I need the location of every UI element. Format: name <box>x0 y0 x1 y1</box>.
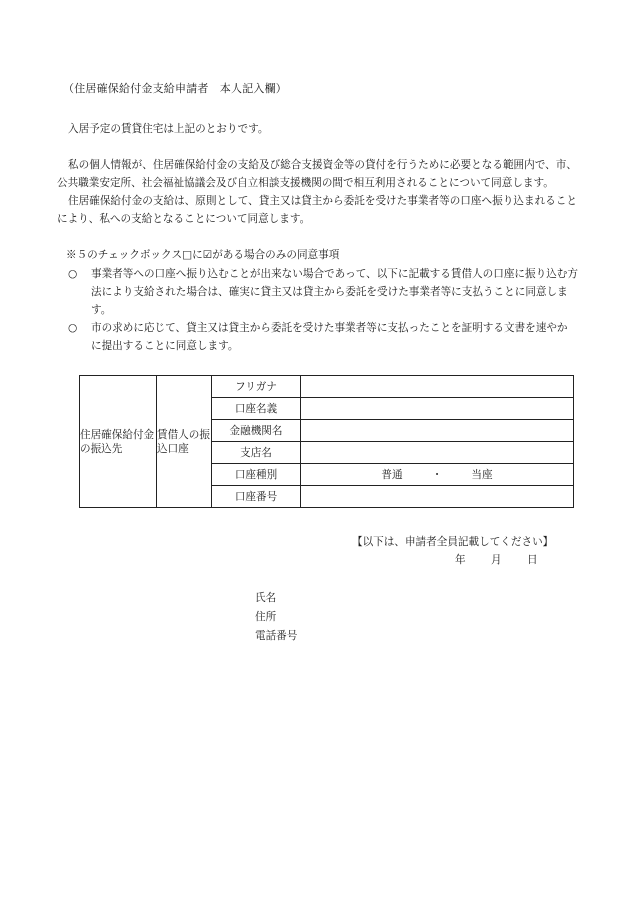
month-label: 月 <box>491 554 502 566</box>
name-label: 氏名 <box>255 592 277 604</box>
furigana-label: フリガナ <box>212 376 301 398</box>
furigana-field[interactable] <box>301 376 574 398</box>
agreement-text: 市の求めに応じて、貸主又は貸主から委託を受けた事業者等に支払ったことを証明する文書を速やかに提出することに同意します。 <box>91 322 568 352</box>
account-number-label: 口座番号 <box>212 486 301 508</box>
bank-name-field[interactable] <box>301 420 574 442</box>
account-type-ordinary[interactable]: 普通 <box>381 469 403 481</box>
account-type-label: 口座種別 <box>212 464 301 486</box>
paragraph-personal-info-consent: 私の個人情報が、住居確保給付金の支給及び総合支援資金等の貸付を行うために必要となる範囲内で、市、公共職業安定所、社会福祉協議会及び自立相談支援機関の間で相互利用されることについて同意します。 <box>57 159 577 189</box>
bank-name-label: 金融機関名 <box>212 420 301 442</box>
agreement-text: 事業者等への口座へ振り込むことが出来ない場合であって、以下に記載する賃借人の口座に振り込む方法により支給された場合は、確実に貸主又は貸主から委託を受けた事業者等に支払うことに同意します。 <box>91 268 578 316</box>
circle-bullet-icon: ○ <box>68 268 78 280</box>
day-label: 日 <box>527 554 538 566</box>
checkbox-condition-note: ※５のチェックボックス□に☑がある場合のみの同意事項 <box>66 249 340 261</box>
account-holder-label: 口座名義 <box>212 398 301 420</box>
table-row <box>80 376 574 398</box>
agreement-item <box>68 265 578 319</box>
account-number-field[interactable] <box>301 486 574 508</box>
circle-bullet-icon: ○ <box>68 322 78 334</box>
paragraph-payment-consent: 住居確保給付金の支給は、原則として、貸主又は貸主から委託を受けた事業者等の口座へ振り込まれることにより、私への支給となることについて同意します。 <box>57 195 577 225</box>
address-label: 住所 <box>255 611 277 623</box>
all-applicants-note: 【以下は、申請者全員記載してください】 <box>352 536 554 548</box>
account-type-current[interactable]: 当座 <box>471 469 493 481</box>
agreement-item <box>68 319 578 355</box>
bank-account-table <box>79 375 574 508</box>
account-type-separator: ・ <box>431 469 443 481</box>
branch-name-label: 支店名 <box>212 442 301 464</box>
date-fields <box>455 552 538 567</box>
phone-label: 電話番号 <box>255 630 298 642</box>
transfer-destination-header: 住居確保給付金の振込先 <box>80 376 157 508</box>
account-type-field[interactable] <box>301 464 574 486</box>
branch-name-field[interactable] <box>301 442 574 464</box>
account-holder-field[interactable] <box>301 398 574 420</box>
section-title: （住居確保給付金支給申請者 本人記入欄） <box>63 82 287 95</box>
year-label: 年 <box>455 554 466 566</box>
paragraph-rental-housing: 入居予定の賃貸住宅は上記のとおりです。 <box>68 123 269 135</box>
tenant-account-header: 賃借人の振込口座 <box>157 376 212 508</box>
